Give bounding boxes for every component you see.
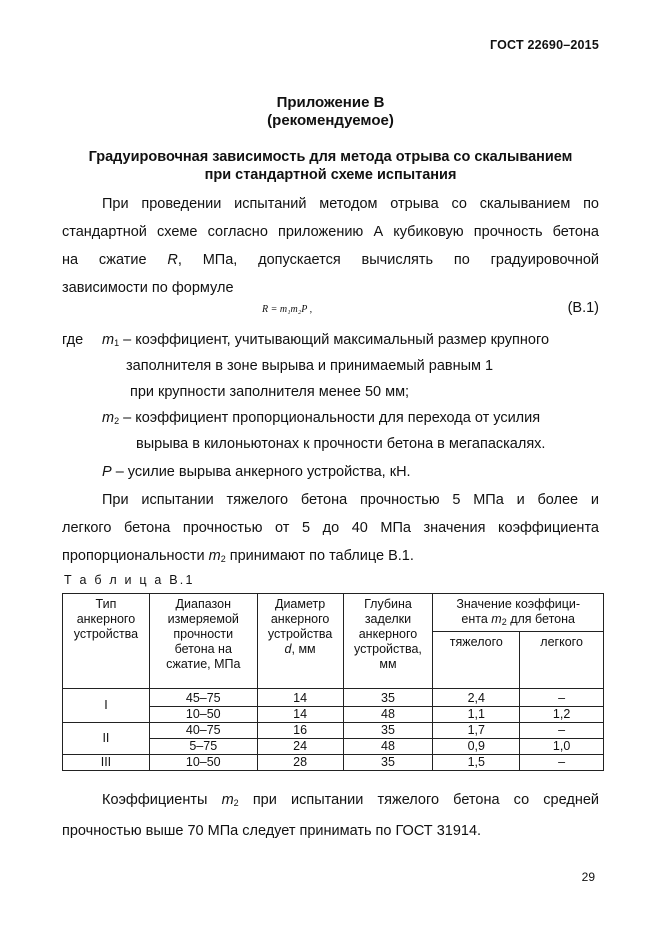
cell-light: 1,2 [520, 707, 604, 723]
cell-diameter: 14 [257, 707, 343, 723]
appendix-status: (рекомендуемое) [267, 112, 394, 129]
definition-m1-cont-2: при крупности заполнителя менее 50 мм; [130, 384, 410, 400]
header-light: легкого [520, 632, 604, 689]
cell-diameter: 16 [257, 723, 343, 739]
intro-paragraph [62, 190, 599, 302]
closing-paragraph [62, 786, 599, 845]
cell-light: – [520, 755, 604, 771]
header-type: Тип анкерного устройства [63, 594, 150, 689]
appendix-label: Приложение В [276, 94, 385, 111]
cell-range: 5–75 [149, 739, 257, 755]
cell-diameter: 24 [257, 739, 343, 755]
definition-m1: $m_1$ – коэффициент, учитывающий максимальный размер крупного [102, 332, 550, 348]
cell-range: 45–75 [149, 689, 257, 707]
section-title-line-2: при стандартной схеме испытания [204, 167, 457, 183]
cell-depth: 48 [343, 739, 433, 755]
table-row [63, 723, 604, 739]
coef-line-2: легкого бетона прочностью от 5 до 40 МПа значения коэффициента [62, 520, 599, 536]
header-diameter: Диаметр анкерного устройства d, мм [257, 594, 343, 689]
cell-heavy: 0,9 [433, 739, 520, 755]
coefficient-paragraph [62, 486, 599, 573]
header-depth: Глубина заделки анкерного устройства, мм [343, 594, 433, 689]
cell-light: – [520, 689, 604, 707]
cell-type: III [63, 755, 150, 771]
standard-number: ГОСТ 22690–2015 [490, 38, 599, 52]
header-heavy: тяжелого [433, 632, 520, 689]
appendix-title [62, 94, 599, 130]
cell-heavy: 1,7 [433, 723, 520, 739]
variable-r: R [167, 252, 178, 268]
table-caption: Т а б л и ц а В.1 [64, 573, 195, 587]
coef-line-1: При испытании тяжелого бетона прочностью 5 МПа и более и [102, 492, 599, 508]
definition-p: P – усилие вырыва анкерного устройства, кН. [102, 464, 411, 480]
cell-heavy: 1,5 [433, 755, 520, 771]
coef-line-3: пропорциональности $m_2$ принимают по таблице В.1. [62, 548, 414, 564]
table-row [63, 689, 604, 707]
intro-line-2: стандартной схеме согласно приложению А кубиковую прочность бетона [62, 224, 599, 240]
section-title [62, 148, 599, 184]
cell-heavy: 1,1 [433, 707, 520, 723]
cell-depth: 35 [343, 689, 433, 707]
definition-m2-cont: вырыва в килоньютонах к прочности бетона в мегапаскалях. [136, 436, 546, 452]
header-range: Диапазон измеряемой прочности бетона на сжатие, МПа [149, 594, 257, 689]
cell-range: 10–50 [149, 755, 257, 771]
formula: R = m₁m₂P , [262, 304, 313, 315]
intro-line-1: При проведении испытаний методом отрыва со скалыванием по [102, 196, 599, 212]
intro-line-4: зависимости по формуле [62, 280, 234, 296]
cell-light: 1,0 [520, 739, 604, 755]
closing-line-1: Коэффициенты $m_2$ при испытании тяжелого бетона со средней [102, 792, 599, 808]
cell-depth: 35 [343, 723, 433, 739]
cell-depth: 48 [343, 707, 433, 723]
cell-type: I [63, 689, 150, 723]
cell-type: II [63, 723, 150, 755]
cell-heavy: 2,4 [433, 689, 520, 707]
section-title-line-1: Градуировочная зависимость для метода отрыва со скалыванием [88, 149, 573, 165]
cell-light: – [520, 723, 604, 739]
cell-diameter: 14 [257, 689, 343, 707]
cell-range: 40–75 [149, 723, 257, 739]
coefficient-table [62, 593, 604, 771]
definition-where: где [62, 332, 84, 348]
page-number: 29 [581, 870, 595, 884]
definition-m1-cont-1: заполнителя в зоне вырыва и принимаемый равным 1 [126, 358, 494, 374]
table-row [63, 755, 604, 771]
cell-diameter: 28 [257, 755, 343, 771]
definition-m2: $m_2$ – коэффициент пропорциональности для перехода от усилия [102, 410, 541, 426]
closing-line-2: прочностью выше 70 МПа следует принимать по ГОСТ 31914. [62, 823, 482, 839]
cell-depth: 35 [343, 755, 433, 771]
formula-number: (В.1) [567, 300, 599, 316]
cell-range: 10–50 [149, 707, 257, 723]
intro-line-3: на сжатие R, МПа, допускается вычислять по градуировочной [62, 252, 599, 268]
header-coefficient: Значение коэффици- ента $m_2$ для бетона [433, 594, 604, 632]
